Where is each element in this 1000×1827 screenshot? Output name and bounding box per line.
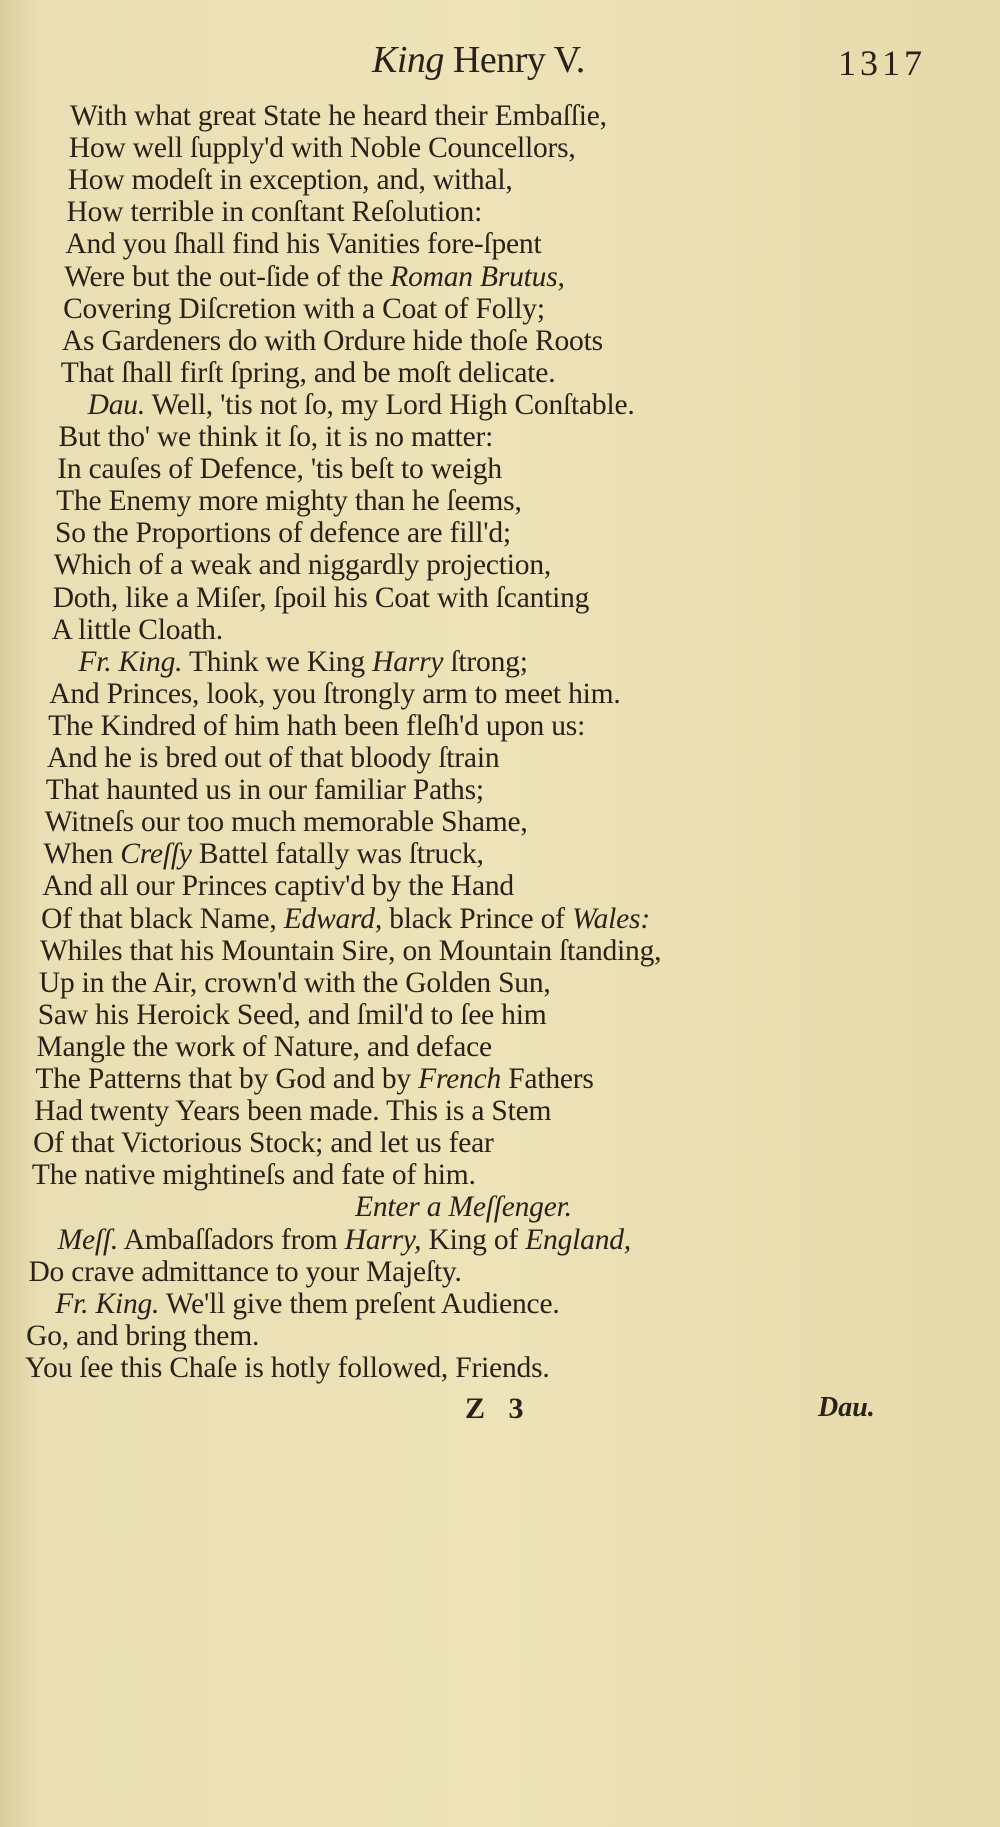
text-segment: Think we King [182,645,373,678]
text-segment: Doth, like a Miſer, ſpoil his Coat with ſcanting [52,581,590,614]
text-segment: How well ſupply'd with Noble Councellors, [68,132,576,165]
italic-segment: Wales: [571,902,650,935]
text-segment: You ſee this Chaſe is hotly followed, Friends. [25,1351,550,1384]
text-segment: The Enemy more mighty than he ſeems, [56,485,522,518]
text-line [58,1224,631,1257]
italic-segment: Meſſ. [57,1223,119,1256]
text-segment: Whiles that his Mountain Sire, on Mountain ſtanding, [40,934,662,967]
text-line [28,1256,461,1289]
text-segment: Battel fatally was ſtruck, [191,838,484,871]
text-segment: And all our Princes captiv'd by the Hand [42,870,514,903]
text-segment: King of [421,1223,526,1256]
text-segment: Up in the Air, crown'd with the Golden Sun, [38,966,551,999]
italic-segment: Roman Brutus, [390,260,565,293]
text-segment: Were but the out-ſide of the [64,260,391,293]
text-line [46,774,484,807]
text-line [52,614,223,647]
text-segment: And he is bred out of that bloody ſtrain [46,742,500,774]
text-line [41,903,650,936]
text-line [39,967,551,1000]
italic-segment: Harry, [344,1223,422,1256]
text-segment: Mangle the work of Nature, and deface [36,1030,492,1063]
text-line [61,357,556,390]
text-segment: That haunted us in our familiar Paths; [45,774,484,807]
text-line [54,549,551,582]
text-line [58,421,493,454]
running-header [0,38,1000,88]
text-line [64,261,564,294]
text-line [355,1191,572,1224]
text-line [55,1288,559,1321]
text-line [34,1095,551,1128]
text-segment: Of that black Name, [41,902,284,935]
catchword: Dau. [818,1392,875,1423]
page-number: 1317 [838,43,926,83]
text-segment: ſtrong; [443,645,528,678]
italic-segment: Harry [372,645,444,678]
text-segment: We'll give them preſent Audience. [159,1287,560,1320]
text-segment: As Gardeners do with Ordure hide thoſe Roots [61,324,603,357]
text-line [70,100,607,133]
text-segment: The Kindred of him hath been fleſh'd upon us: [48,709,586,742]
text-segment: When [43,838,121,871]
text-segment: Witneſs our too much memorable Shame, [44,806,528,839]
text-line [57,453,502,486]
text-segment: Go, and bring them. [26,1319,260,1352]
italic-segment: Edward, [283,902,383,935]
text-segment: black Prince of [382,902,572,935]
text-segment: Do crave admittance to your Majeſty. [28,1255,462,1288]
text-line [49,678,620,711]
text-line [56,485,522,518]
italic-segment: Creſſy [120,838,192,871]
text-line [67,196,483,229]
italic-segment: England, [525,1223,631,1256]
text-line [45,806,528,839]
signature-mark: Z 3 [465,1392,532,1425]
italic-segment: French [418,1063,502,1095]
text-line [32,1159,476,1192]
text-line [38,999,547,1032]
text-segment: Had twenty Years been made. This is a Stem [34,1095,552,1128]
title-italic: King [372,39,444,81]
text-segment: And Princes, look, you ſtrongly arm to meet him. [49,677,621,710]
text-segment: With what great State he heard their Embaſſie, [70,100,607,132]
text-segment: How modeſt in exception, and, withal, [67,164,513,197]
text-line [25,1352,550,1385]
text-segment: A little Cloath. [51,613,223,646]
text-line [42,870,514,903]
text-segment: How terrible in conſtant Reſolution: [66,196,483,229]
text-segment: In cauſes of Defence, 'tis beſt to weigh [57,453,502,486]
text-segment: That ſhall firſt ſpring, and be moſt delicate. [60,356,556,389]
italic-segment: Fr. King. [78,645,183,678]
text-line [69,132,576,165]
text-segment: And you ſhall find his Vanities fore-ſpent [65,228,542,261]
text-line [43,838,483,871]
text-line [78,646,527,679]
text-line [68,164,513,197]
text-line [88,389,635,422]
text-line [37,1031,492,1064]
text-line [26,1320,259,1353]
running-title [372,38,585,82]
text-line [62,325,603,358]
text-line [35,1063,593,1096]
italic-segment: Dau. [87,388,145,421]
text-segment: So the Proportions of defence are fill'd; [55,517,511,550]
text-segment: Covering Diſcretion with a Coat of Folly; [63,292,545,325]
text-segment: Which of a weak and niggardly projection, [53,549,552,582]
text-line [53,582,590,615]
text-segment: Fathers [501,1063,594,1095]
text-line [47,742,499,775]
text-line [65,228,541,261]
text-line [63,293,545,326]
text-segment: Of that Victorious Stock; and let us fear [33,1127,494,1160]
text-line [33,1127,494,1160]
text-segment: Ambaſſadors from [118,1223,345,1256]
title-rest: Henry V. [443,39,585,81]
text-line [55,517,511,550]
text-segment: The native mightineſs and fate of him. [31,1159,476,1192]
italic-segment: Fr. King. [55,1287,160,1320]
text-segment: The Patterns that by God and by [35,1063,419,1095]
text-segment: Saw his Heroick Seed, and ſmil'd to ſee him [37,998,547,1031]
text-segment: Well, 'tis not ſo, my Lord High Conſtable. [145,388,635,421]
text-line [48,710,585,743]
text-line [40,935,661,968]
text-segment: But tho' we think it ſo, it is no matter: [58,421,494,453]
italic-segment: Enter a Meſſenger. [355,1191,572,1224]
